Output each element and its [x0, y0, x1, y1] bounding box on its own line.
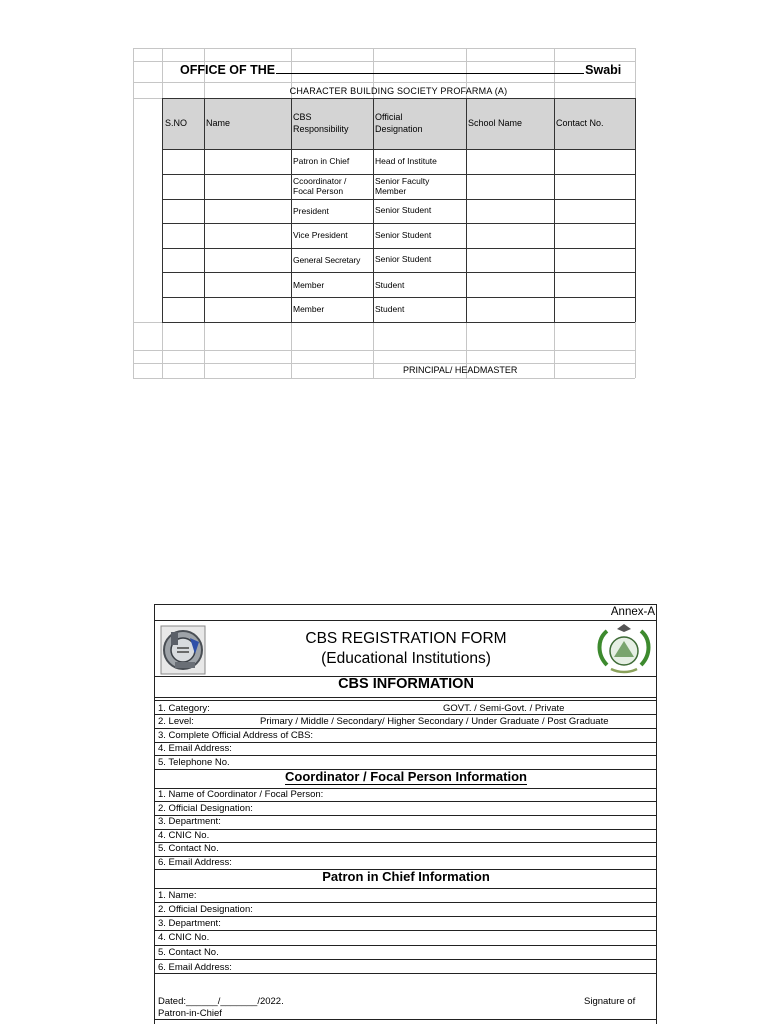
patron-designation-field: 2. Official Designation:	[158, 904, 253, 915]
category-label: 1. Category:	[158, 703, 210, 714]
signature-label: Signature of	[584, 996, 636, 1007]
office-suffix: Swabi	[585, 63, 622, 77]
form-row-line	[155, 888, 657, 889]
principal-signature-label: PRINCIPAL/ HEADMASTER	[403, 365, 518, 375]
table-row-border	[162, 272, 635, 273]
row-4-responsibility: Vice President	[293, 230, 348, 240]
proforma-subtitle: CHARACTER BUILDING SOCIETY PROFARMA (A)	[289, 86, 508, 96]
form-row-line	[155, 697, 657, 698]
header-school-name: School Name	[468, 118, 523, 128]
row-1-responsibility: Patron in Chief	[293, 156, 350, 166]
row-2-designation: Senior Faculty Member	[375, 176, 430, 196]
cbs-info-heading: CBS INFORMATION	[338, 676, 474, 692]
patron-heading: Patron in Chief Information	[322, 869, 490, 884]
grid-row-line	[133, 350, 635, 351]
table-col-border	[373, 98, 374, 322]
table-row-border	[162, 322, 635, 323]
form-row-line	[155, 1019, 657, 1020]
table-col-border	[204, 98, 205, 322]
form-title-line-1: CBS REGISTRATION FORM	[305, 630, 507, 647]
row-5-responsibility: General Secretary	[293, 255, 361, 265]
cbs-email-field: 4. Email Address:	[158, 743, 232, 754]
coordinator-department-field: 3. Department:	[158, 816, 221, 827]
coordinator-email-field: 6. Email Address:	[158, 857, 232, 868]
form-title-line-2: (Educational Institutions)	[321, 650, 491, 667]
level-label: 2. Level:	[158, 716, 194, 727]
annex-label: Annex-A	[610, 606, 655, 618]
row-7-designation: Student	[375, 304, 405, 314]
form-row-line	[155, 916, 657, 917]
grid-row-line	[133, 378, 635, 379]
coordinator-heading	[155, 769, 657, 784]
coordinator-contact-field: 5. Contact No.	[158, 843, 219, 854]
cbs-address-field: 3. Complete Official Address of CBS:	[158, 730, 314, 741]
patron-name-field: 1. Name:	[158, 890, 197, 901]
header-official-designation: Official Designation	[375, 112, 423, 134]
row-5-designation: Senior Student	[375, 254, 432, 264]
dated-field: Dated:______/_______/2022.	[158, 996, 284, 1007]
coordinator-designation-field: 2. Official Designation:	[158, 803, 253, 814]
form-row-line	[155, 945, 657, 946]
patron-cnic-field: 4. CNIC No.	[158, 932, 210, 943]
table-col-border	[291, 98, 292, 322]
grid-row-line	[133, 363, 635, 364]
row-4-designation: Senior Student	[375, 230, 432, 240]
table-col-border	[554, 98, 555, 322]
header-contact-no: Contact No.	[556, 118, 604, 128]
form-row-line	[155, 620, 657, 621]
form-row-line	[155, 959, 657, 960]
office-blank-line	[276, 62, 584, 74]
row-6-responsibility: Member	[293, 280, 325, 290]
education-department-logo-icon	[159, 624, 207, 676]
row-3-responsibility: President	[293, 206, 329, 216]
table-row-border	[162, 149, 635, 150]
kpk-emblem-logo-icon	[595, 621, 653, 675]
row-2-responsibility: Ccoordinator / Focal Person	[293, 176, 347, 196]
row-1-designation: Head of Institute	[375, 156, 437, 166]
table-row-border	[162, 297, 635, 298]
patron-contact-field: 5. Contact No.	[158, 947, 219, 958]
coordinator-name-field: 1. Name of Coordinator / Focal Person:	[158, 789, 324, 800]
category-options: GOVT. / Semi-Govt. / Private	[443, 703, 565, 714]
cbs-telephone-field: 5. Telephone No.	[158, 757, 230, 768]
form-row-line	[155, 842, 657, 843]
row-6-designation: Student	[375, 280, 405, 290]
patron-email-field: 6. Email Address:	[158, 962, 232, 973]
table-row-border	[162, 223, 635, 224]
table-row-border	[162, 174, 635, 175]
patron-department-field: 3. Department:	[158, 918, 221, 929]
coordinator-heading-text: Coordinator / Focal Person Information	[285, 769, 527, 784]
header-name: Name	[206, 118, 231, 128]
header-cbs-responsibility: CBS Responsibility	[293, 112, 349, 134]
form-title	[256, 629, 556, 669]
form-row-line	[155, 829, 657, 830]
grid-row-line	[133, 48, 635, 49]
form-row-line	[155, 930, 657, 931]
patron-in-chief-sign-label: Patron-in-Chief	[158, 1008, 222, 1019]
form-row-line	[155, 755, 657, 756]
level-options: Primary / Middle / Secondary/ Higher Secondary / Under Graduate / Post Graduate	[260, 716, 609, 727]
table-col-border	[466, 98, 467, 322]
table-col-border	[162, 98, 163, 322]
grid-row-line	[133, 82, 635, 83]
office-prefix: OFFICE OF THE	[180, 63, 276, 77]
table-row-border	[162, 248, 635, 249]
row-3-designation: Senior Student	[375, 205, 432, 215]
table-row-border	[162, 98, 635, 99]
office-heading	[180, 62, 621, 77]
row-7-responsibility: Member	[293, 304, 325, 314]
coordinator-cnic-field: 4. CNIC No.	[158, 830, 210, 841]
form-row-line	[155, 700, 657, 701]
table-row-border	[162, 199, 635, 200]
form-row-line	[155, 815, 657, 816]
header-sno: S.NO	[165, 118, 188, 128]
table-col-border	[635, 98, 636, 322]
